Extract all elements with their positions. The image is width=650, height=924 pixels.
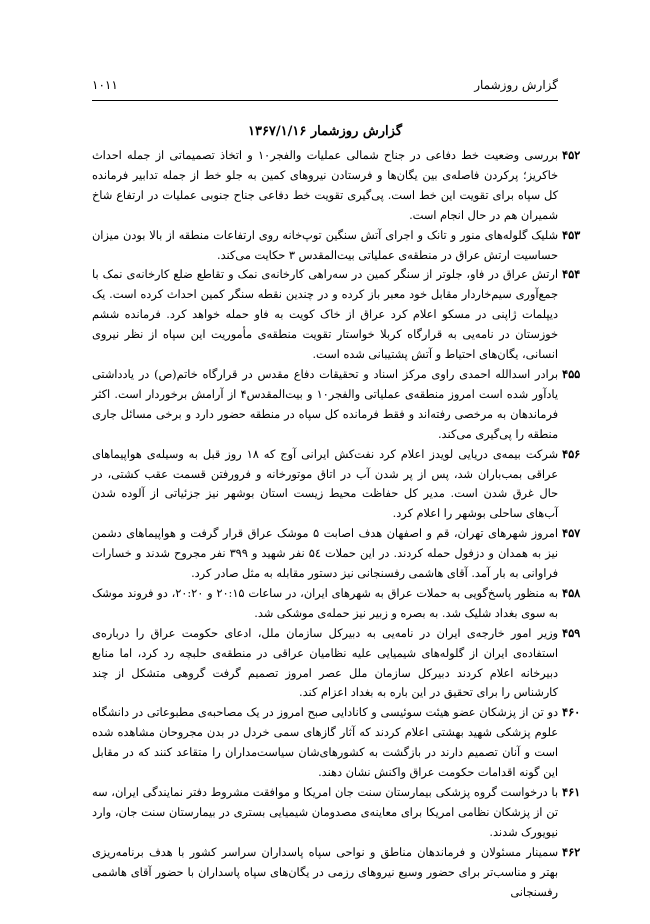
entry-number: ۴۶۱ [562, 785, 581, 799]
entry-number: ۴۵۸ [562, 585, 581, 600]
entry-number: ۴۵۹ [562, 625, 581, 640]
entry-text: شلیک گلوله‌های منور و تانک و اجرای آتش سنگین توپ‌خانه روی ارتفاعات منطقه از بالا بودن میزان حساسیت ارتش عراق در منطقه‌ی عملیاتی بیت‌المقدس ۳ حکایت می‌کند. [92, 228, 558, 262]
entry-456 [92, 445, 581, 525]
entry-462 [92, 843, 581, 903]
entry-458 [92, 584, 581, 624]
page-header [92, 78, 558, 101]
entry-text: به منظور پاسخ‌گویی به حملات عراق به شهرهای ایران، در ساعات ۲۰:۱۵ و ۲۰:۲۰، دو فروند موشک به سوی بغداد شلیک شد. به بصره و زبیر نیز حمله‌ی موشکی شد. [92, 586, 559, 620]
entry-452 [92, 146, 581, 226]
entry-number: ۴۶۰ [562, 705, 581, 720]
entry-text: با درخواست گروه پزشکی بیمارستان سنت جان امریکا و موافقت مشروط دفتر نمایندگی ایران، سه تن از پزشکان نظامی امریکا برای معاینه‌ی مصدومان شیمیایی بستری در بیمارستان سنت جان، وارد نیویورک شدند. [92, 786, 558, 839]
entry-460 [92, 703, 581, 783]
entry-454 [92, 265, 581, 365]
entry-number: ۴۵۶ [562, 446, 581, 461]
entry-text: برادر اسدالله احمدی راوی مرکز اسناد و تحقیقات دفاع مقدس در قرارگاه خاتم(ص) در یادداشتی یادآور شده است امروز منطقه‌ی عملیاتی والفجر۱۰ و بیت‌المقدس۴ از آرامش برخوردار است. اکثر فرماندهان به مرخصی رفته‌اند و فقط فرمانده کل سپاه در منطقه حضور دارد و برخی مسائل جاری منطقه را پی‌گیری می‌کند. [92, 367, 558, 441]
entry-459 [92, 624, 581, 704]
entry-number: ۴۶۲ [562, 844, 581, 859]
entry-453 [92, 226, 581, 266]
entry-text: دو تن از پزشکان عضو هیئت سوئیسی و کانادایی صبح امروز در یک مصاحبه‌ی مطبوعاتی در دانشگاه علوم پزشکی شهید بهشتی اعلام کردند که آثار گازهای سمی خردل در بدن مجروحان مشاهده شده است و آنان تصمیم دارند در بازگشت به کشورهای‌شان سیاست‌مداران را متقاعد کنند که در مقابل این گونه اقدامات حکومت عراق واکنش نشان دهند. [92, 706, 558, 780]
entry-number: ۴۵۲ [562, 148, 581, 162]
entries-list [92, 146, 581, 902]
entry-457 [92, 524, 581, 584]
entry-455 [92, 365, 581, 445]
entry-text: امروز شهرهای تهران، قم و اصفهان هدف اصابت ۵ موشک عراق قرار گرفت و هواپیماهای دشمن نیز به همدان و دزفول حمله کردند. در این حملات ۵٤ نفر شهید و ۳۹۹ نفر مجروح شدند و خسارات فراوانی به بار آمد. آقای هاشمی رفسنجانی نیز دستور مقابله به مثل صادر کرد. [92, 527, 559, 581]
entry-number: ۴۵۴ [562, 267, 581, 282]
entry-number: ۴۵۵ [562, 366, 581, 381]
entry-number: ۴۵۷ [562, 526, 581, 541]
entry-text: ارتش عراق در فاو، جلوتر از سنگر کمین در سه‌راهی کارخانه‌ی نمک و تقاطع ضلع کارخانه‌ی نمک با جمع‌آوری سیم‌خاردار مقابل خود معبر باز کرده و در چندین نقطه سنگر کمین احداث کرده است. یک دیپلمات ژاپنی در مسکو اعلام کرد عراق از خاک کویت به فاو حمله خواهد کرد. فرمانده ششم خوزستان در نامه‌یی به قرارگاه کربلا خواستار تقویت منطقه‌ی مأموریت این سپاه از نظر نیروی انسانی، یگان‌های احتیاط و آتش پشتیبانی شده است. [92, 268, 558, 362]
entry-text: شرکت بیمه‌ی دریایی لویدز اعلام کرد نفت‌کش ایرانی آوج که ۱۸ روز قبل به وسیله‌ی هواپیماهای عراقی بمب‌باران شد، پس از پر شدن آب در اتاق موتورخانه و فرورفتن قسمت عقب کشتی، در حال غرق شدن است. مدیر کل حفاظت محیط زیست استان بوشهر نیز جزئیاتی از آلوده شدن آب‌های ساحلی بوشهر را اعلام کرد. [92, 447, 558, 521]
entry-text: سمینار مسئولان و فرماندهان مناطق و نواحی سپاه پاسداران سراسر کشور با هدف برنامه‌ریزی بهتر و مناسب‌تر برای حضور وسیع نیروهای رزمی در یگان‌های سپاه پاسداران با حضور آقای هاشمی رفسنجانی [92, 845, 558, 899]
page-number: ۱۰۱۱ [92, 78, 118, 92]
running-title: گزارش روزشمار [474, 78, 558, 92]
report-title: گزارش روزشمار ۱۳۶۷/۱/۱۶ [247, 124, 403, 139]
entry-text: وزیر امور خارجه‌ی ایران در نامه‌یی به دبیرکل سازمان ملل، ادعای حکومت عراق را درباره‌ی استفاده‌ی ایران از گلوله‌های شیمیایی علیه نظامیان عراقی در منطقه‌ی حلبچه رد کرد، اما منابع دبیرخانه اعلام کردند دبیرکل سازمان ملل عصر امروز تصمیم گرفت گروهی متشکل از چند کارشناس را برای تحقیق در این باره به بغداد اعزام کند. [92, 626, 558, 700]
entry-text: بررسی وضعیت خط دفاعی در جناح شمالی عملیات والفجر۱۰ و اتخاذ تصمیماتی از جمله احداث خاکریز؛ پرکردن فاصله‌ی بین یگان‌ها و فرستادن نیروهای کمین به جلو خط از جمله تدابیر فرمانده کل سپاه برای تقویت این خط است. پی‌گیری تقویت خط دفاعی جناح جنوبی عملیات در ارتفاع شاخ شمیران هم در حال انجام است. [92, 149, 558, 222]
entry-number: ۴۵۳ [562, 227, 581, 242]
entry-461 [92, 783, 581, 843]
